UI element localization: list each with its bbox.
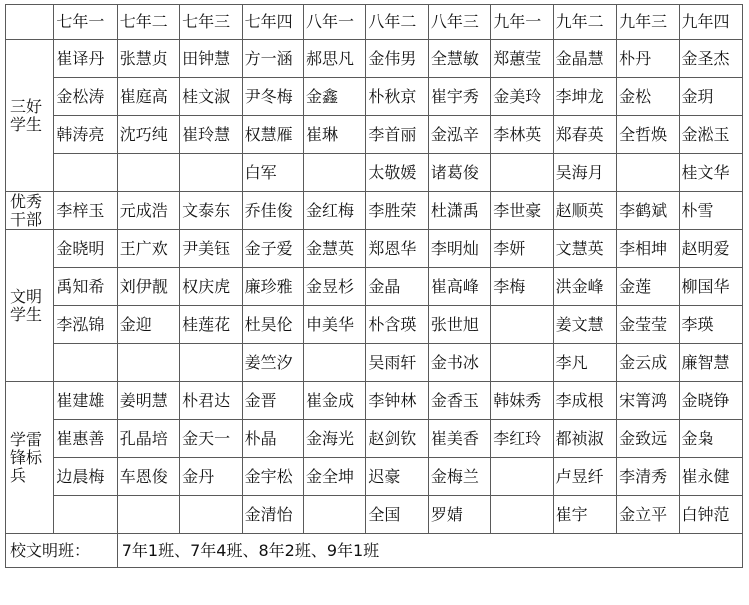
name-cell: 金海光: [303, 420, 365, 458]
name-cell: 郑恩华: [366, 230, 428, 268]
name-cell: [303, 496, 365, 534]
table-row: [6, 40, 743, 78]
column-header: 七年三: [180, 5, 242, 40]
name-cell: 桂文淑: [180, 78, 242, 116]
name-cell: 李红玲: [491, 420, 553, 458]
category-label: [6, 230, 54, 382]
category-label: [6, 382, 54, 534]
name-cell: 李凡: [553, 344, 616, 382]
name-cell: [303, 154, 365, 192]
name-cell: 都祯淑: [553, 420, 616, 458]
name-cell: 崔庭高: [117, 78, 179, 116]
name-cell: 全慧敏: [428, 40, 490, 78]
name-cell: 金松涛: [54, 78, 117, 116]
name-cell: 金莲: [617, 268, 679, 306]
column-header: 九年三: [617, 5, 679, 40]
name-cell: 桂文华: [679, 154, 742, 192]
name-cell: [180, 344, 242, 382]
name-cell: [617, 154, 679, 192]
name-cell: [54, 154, 117, 192]
name-cell: [54, 496, 117, 534]
table-row: [6, 268, 743, 306]
name-cell: 洪金峰: [553, 268, 616, 306]
table-row: [6, 496, 743, 534]
name-cell: 金鑫: [303, 78, 365, 116]
category-label-line: 学生: [10, 304, 43, 324]
name-cell: 李妍: [491, 230, 553, 268]
name-cell: 朴丹: [617, 40, 679, 78]
table-row: [6, 306, 743, 344]
name-cell: 朴含瑛: [366, 306, 428, 344]
award-table: [5, 4, 743, 568]
name-cell: [491, 154, 553, 192]
category-label-line: 优秀: [10, 191, 43, 211]
name-cell: 朴晶: [242, 420, 303, 458]
corner-cell: [6, 5, 54, 40]
name-cell: 柳国华: [679, 268, 742, 306]
column-header: 七年一: [54, 5, 117, 40]
name-cell: 尹冬梅: [242, 78, 303, 116]
name-cell: 金梅兰: [428, 458, 490, 496]
name-cell: 宋箐鸿: [617, 382, 679, 420]
name-cell: 金伟男: [366, 40, 428, 78]
name-cell: 朴秋京: [366, 78, 428, 116]
name-cell: 金泓辛: [428, 116, 490, 154]
name-cell: 金晓铮: [679, 382, 742, 420]
name-cell: 金美玲: [491, 78, 553, 116]
name-cell: 权庆虎: [180, 268, 242, 306]
name-cell: 吴雨轩: [366, 344, 428, 382]
name-cell: 孔晶培: [117, 420, 179, 458]
table-row: [6, 230, 743, 268]
name-cell: 廉珍雅: [242, 268, 303, 306]
name-cell: 金玥: [679, 78, 742, 116]
name-cell: 禹知希: [54, 268, 117, 306]
footer-row: [6, 534, 743, 568]
name-cell: 李梅: [491, 268, 553, 306]
table-row: [6, 458, 743, 496]
name-cell: 诸葛俊: [428, 154, 490, 192]
name-cell: 李胜荣: [366, 192, 428, 230]
name-cell: 赵剑钦: [366, 420, 428, 458]
table-row: [6, 78, 743, 116]
name-cell: 姜竺汐: [242, 344, 303, 382]
name-cell: [117, 154, 179, 192]
category-label-line: 学雷: [10, 429, 43, 449]
table-row: [6, 192, 743, 230]
name-cell: 元成浩: [117, 192, 179, 230]
name-cell: 赵顺英: [553, 192, 616, 230]
category-label-line: 兵: [10, 465, 27, 485]
name-cell: 李世豪: [491, 192, 553, 230]
name-cell: 金松: [617, 78, 679, 116]
name-cell: 韩涛亮: [54, 116, 117, 154]
name-cell: 金云成: [617, 344, 679, 382]
name-cell: 金清怡: [242, 496, 303, 534]
category-label-line: 文明: [10, 286, 43, 306]
column-header: 八年二: [366, 5, 428, 40]
name-cell: 田钟慧: [180, 40, 242, 78]
column-header: 七年二: [117, 5, 179, 40]
name-cell: 李坤龙: [553, 78, 616, 116]
column-header: 九年四: [679, 5, 742, 40]
category-label-line: 学生: [10, 114, 43, 134]
name-cell: 李清秀: [617, 458, 679, 496]
name-cell: 刘伊靓: [117, 268, 179, 306]
name-cell: 姜文慧: [553, 306, 616, 344]
name-cell: 金宇松: [242, 458, 303, 496]
name-cell: 崔琳: [303, 116, 365, 154]
table-row: [6, 382, 743, 420]
name-cell: 崔高峰: [428, 268, 490, 306]
name-cell: 迟豪: [366, 458, 428, 496]
name-cell: [491, 458, 553, 496]
name-cell: 乔佳俊: [242, 192, 303, 230]
name-cell: [491, 344, 553, 382]
name-cell: [491, 306, 553, 344]
header-row: [6, 5, 743, 40]
name-cell: [117, 344, 179, 382]
name-cell: 金慧英: [303, 230, 365, 268]
name-cell: 杜潇禹: [428, 192, 490, 230]
name-cell: 崔宇秀: [428, 78, 490, 116]
name-cell: 罗婧: [428, 496, 490, 534]
column-header: 九年二: [553, 5, 616, 40]
name-cell: [180, 496, 242, 534]
name-cell: 崔惠善: [54, 420, 117, 458]
name-cell: 崔金成: [303, 382, 365, 420]
column-header: 八年三: [428, 5, 490, 40]
name-cell: 郑蕙莹: [491, 40, 553, 78]
name-cell: 尹美钰: [180, 230, 242, 268]
name-cell: 李成根: [553, 382, 616, 420]
name-cell: 金晶: [366, 268, 428, 306]
table-row: [6, 154, 743, 192]
table-row: [6, 420, 743, 458]
name-cell: [491, 496, 553, 534]
name-cell: 金昱杉: [303, 268, 365, 306]
name-cell: 文泰东: [180, 192, 242, 230]
name-cell: 李瑛: [679, 306, 742, 344]
table-row: [6, 116, 743, 154]
footer-label: 校文明班：: [6, 534, 118, 568]
name-cell: 申美华: [303, 306, 365, 344]
name-cell: 崔玲慧: [180, 116, 242, 154]
name-cell: 金立平: [617, 496, 679, 534]
name-cell: 金淞玉: [679, 116, 742, 154]
name-cell: 文慧英: [553, 230, 616, 268]
name-cell: 李相坤: [617, 230, 679, 268]
name-cell: 郑春英: [553, 116, 616, 154]
name-cell: 朴雪: [679, 192, 742, 230]
name-cell: 金全坤: [303, 458, 365, 496]
name-cell: 朴君达: [180, 382, 242, 420]
name-cell: 崔建雄: [54, 382, 117, 420]
name-cell: 张世旭: [428, 306, 490, 344]
name-cell: 桂莲花: [180, 306, 242, 344]
name-cell: 李林英: [491, 116, 553, 154]
name-cell: 白钟范: [679, 496, 742, 534]
name-cell: 方一涵: [242, 40, 303, 78]
column-header: 八年一: [303, 5, 365, 40]
name-cell: 李梓玉: [54, 192, 117, 230]
category-label-line: 锋标: [10, 447, 43, 467]
table-footer: [6, 534, 743, 568]
footer-value: 7年1班、7年4班、8年2班、9年1班: [117, 534, 742, 568]
category-label-line: 三好: [10, 96, 43, 116]
name-cell: 全国: [366, 496, 428, 534]
name-cell: 金子爱: [242, 230, 303, 268]
name-cell: 金书冰: [428, 344, 490, 382]
name-cell: 金晋: [242, 382, 303, 420]
name-cell: 金迎: [117, 306, 179, 344]
name-cell: 车恩俊: [117, 458, 179, 496]
name-cell: 李泓锦: [54, 306, 117, 344]
category-label: [6, 192, 54, 230]
name-cell: 李钟林: [366, 382, 428, 420]
name-cell: 金丹: [180, 458, 242, 496]
name-cell: 崔美香: [428, 420, 490, 458]
name-cell: 杜昊伦: [242, 306, 303, 344]
name-cell: 金红梅: [303, 192, 365, 230]
name-cell: 太敬媛: [366, 154, 428, 192]
name-cell: 廉智慧: [679, 344, 742, 382]
name-cell: [303, 344, 365, 382]
name-cell: 边晨梅: [54, 458, 117, 496]
name-cell: 沈巧纯: [117, 116, 179, 154]
name-cell: 郝思凡: [303, 40, 365, 78]
name-cell: 金香玉: [428, 382, 490, 420]
name-cell: 姜明慧: [117, 382, 179, 420]
name-cell: 王广欢: [117, 230, 179, 268]
name-cell: 金晶慧: [553, 40, 616, 78]
name-cell: 崔永健: [679, 458, 742, 496]
name-cell: 张慧贞: [117, 40, 179, 78]
name-cell: 金莹莹: [617, 306, 679, 344]
name-cell: 权慧雁: [242, 116, 303, 154]
name-cell: 金枭: [679, 420, 742, 458]
name-cell: 韩妹秀: [491, 382, 553, 420]
name-cell: 金晓明: [54, 230, 117, 268]
name-cell: [54, 344, 117, 382]
name-cell: 崔宇: [553, 496, 616, 534]
name-cell: 白军: [242, 154, 303, 192]
name-cell: 李鹤斌: [617, 192, 679, 230]
name-cell: [180, 154, 242, 192]
table-row: [6, 344, 743, 382]
name-cell: [117, 496, 179, 534]
name-cell: 李首丽: [366, 116, 428, 154]
name-cell: 金圣杰: [679, 40, 742, 78]
name-cell: 卢昱纤: [553, 458, 616, 496]
name-cell: 全哲焕: [617, 116, 679, 154]
name-cell: 赵明爱: [679, 230, 742, 268]
name-cell: 崔译丹: [54, 40, 117, 78]
category-label-line: 干部: [10, 209, 43, 229]
name-cell: 吴海月: [553, 154, 616, 192]
name-cell: 金天一: [180, 420, 242, 458]
name-cell: 金致远: [617, 420, 679, 458]
category-label: [6, 40, 54, 192]
name-cell: 李明灿: [428, 230, 490, 268]
column-header: 七年四: [242, 5, 303, 40]
column-header: 九年一: [491, 5, 553, 40]
table-body: [6, 5, 743, 534]
